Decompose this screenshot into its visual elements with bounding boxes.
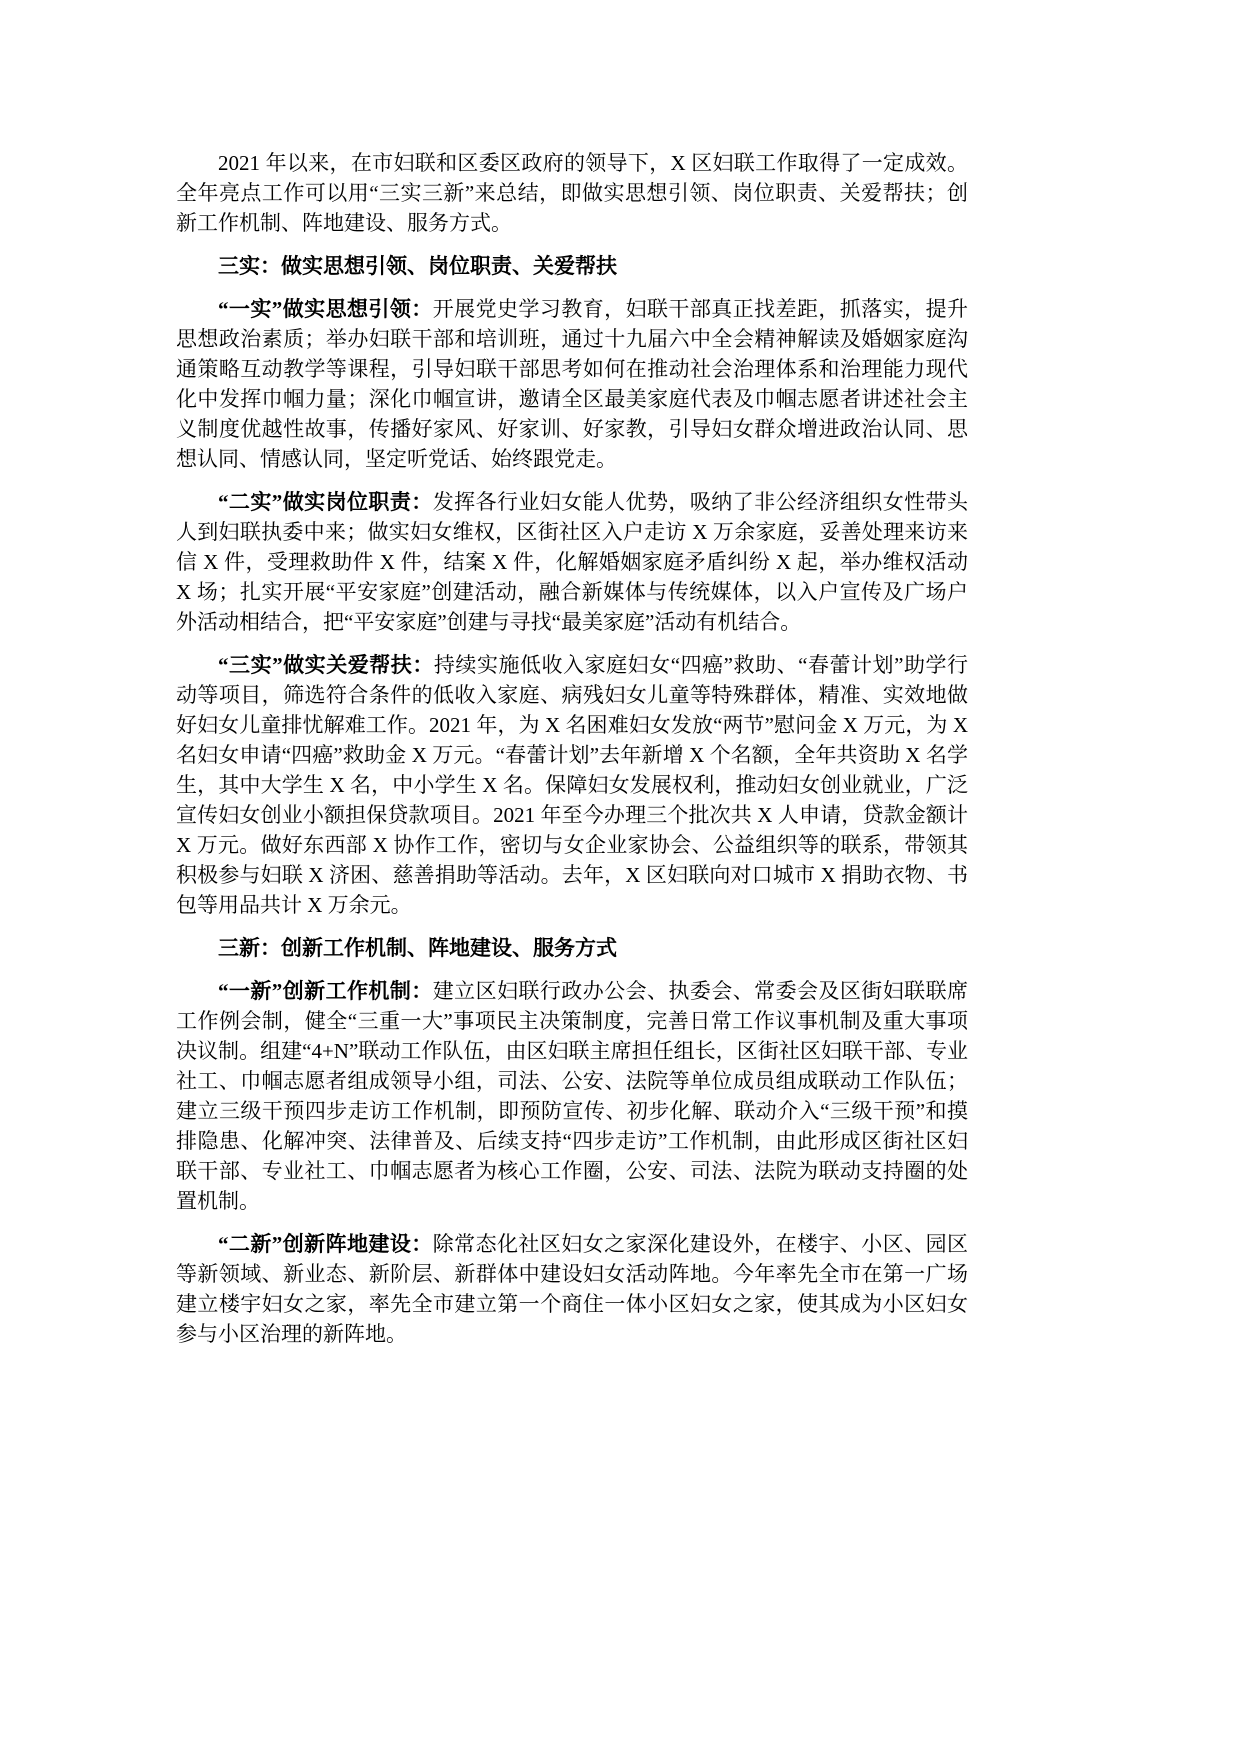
paragraph-lead: “二新”创新阵地建设： [218,1232,433,1256]
paragraph-text: 2021 年以来，在市妇联和区委区政府的领导下，X 区妇联工作取得了一定成效。全年亮点工作可以用“三实三新”来总结，即做实思想引领、岗位职责、关爱帮扶；创新工作机制、阵地建设、服务方式。 [176,151,968,235]
paragraph-text: 持续实施低收入家庭妇女“四癌”救助、“春蕾计划”助学行动等项目，筛选符合条件的低收入家庭、病残妇女儿童等特殊群体，精准、实效地做好妇女儿童排忧解难工作。2021 年，为 X 名困难妇女发放“两节”慰问金 X 万元，为 X 名妇女申请“四癌”救助金 X 万元。“春蕾计划”去年新增 X 个名额，全年共资助 X 名学生，其中大学生 X 名，中小学生 X 名。保障妇女发展权利，推动妇女创业就业，广泛宣传妇女创业小额担保贷款项目。2021 年至今办理三个批次共 X 人申请，贷款金额计 X 万元。做好东西部 X 协作工作，密切与女企业家协会、公益组织等的联系，带领其积极参与妇联 X 济困、慈善捐助等活动。去年，X 区妇联向对口城市 X 捐助衣物、书包等用品共计 X 万余元。 [176,653,969,917]
paragraph-lead: “一实”做实思想引领： [218,297,433,321]
document-body [176,148,968,1349]
paragraph-lead: “二实”做实岗位职责： [218,490,433,514]
heading-text: 三新：创新工作机制、阵地建设、服务方式 [218,936,617,960]
section-heading-three-xin [176,933,968,963]
paragraph-text: 开展党史学习教育，妇联干部真正找差距，抓落实，提升思想政治素质；举办妇联干部和培训班，通过十九届六中全会精神解读及婚姻家庭沟通策略互动教学等课程，引导妇联干部思考如何在推动社会治理体系和治理能力现代化中发挥巾帼力量；深化巾帼宣讲，邀请全区最美家庭代表及巾帼志愿者讲述社会主义制度优越性故事，传播好家风、好家训、好家教，引导妇女群众增进政治认同、思想认同、情感认同，坚定听党话、始终跟党走。 [176,297,969,471]
heading-text: 三实：做实思想引领、岗位职责、关爱帮扶 [218,254,617,278]
paragraph-text: 除常态化社区妇女之家深化建设外，在楼宇、小区、园区等新领域、新业态、新阶层、新群体中建设妇女活动阵地。今年率先全市在第一广场建立楼宇妇女之家，率先全市建立第一个商住一体小区妇女之家，使其成为小区妇女参与小区治理的新阵地。 [176,1232,969,1346]
paragraph-text: 建立区妇联行政办公会、执委会、常委会及区街妇联联席工作例会制，健全“三重一大”事项民主决策制度，完善日常工作议事机制及重大事项决议制。组建“4+N”联动工作队伍，由区妇联主席担任组长，区街社区妇联干部、专业社工、巾帼志愿者组成领导小组，司法、公安、法院等单位成员组成联动工作队伍；建立三级干预四步走访工作机制，即预防宣传、初步化解、联动介入“三级干预”和摸排隐患、化解冲突、法律普及、后续支持“四步走访”工作机制，由此形成区街社区妇联干部、专业社工、巾帼志愿者为核心工作圈，公安、司法、法院为联动支持圈的处置机制。 [176,979,969,1213]
paragraph-two-shi [176,487,968,637]
paragraph-text: 发挥各行业妇女能人优势，吸纳了非公经济组织女性带头人到妇联执委中来；做实妇女维权，区街社区入户走访 X 万余家庭，妥善处理来访来信 X 件，受理救助件 X 件，结案 X 件，化解婚姻家庭矛盾纠纷 X 起，举办维权活动 X 场；扎实开展“平安家庭”创建活动，融合新媒体与传统媒体，以入户宣传及广场户外活动相结合，把“平安家庭”创建与寻找“最美家庭”活动有机结合。 [176,490,969,634]
paragraph-two-xin [176,1229,968,1349]
paragraph-lead: “一新”创新工作机制： [218,979,433,1003]
paragraph-lead: “三实”做实关爱帮扶： [218,653,434,677]
paragraph-one-shi [176,294,968,474]
section-heading-three-shi [176,251,968,281]
paragraph-one-xin [176,976,968,1216]
paragraph-intro [176,148,968,238]
paragraph-three-shi [176,650,968,920]
